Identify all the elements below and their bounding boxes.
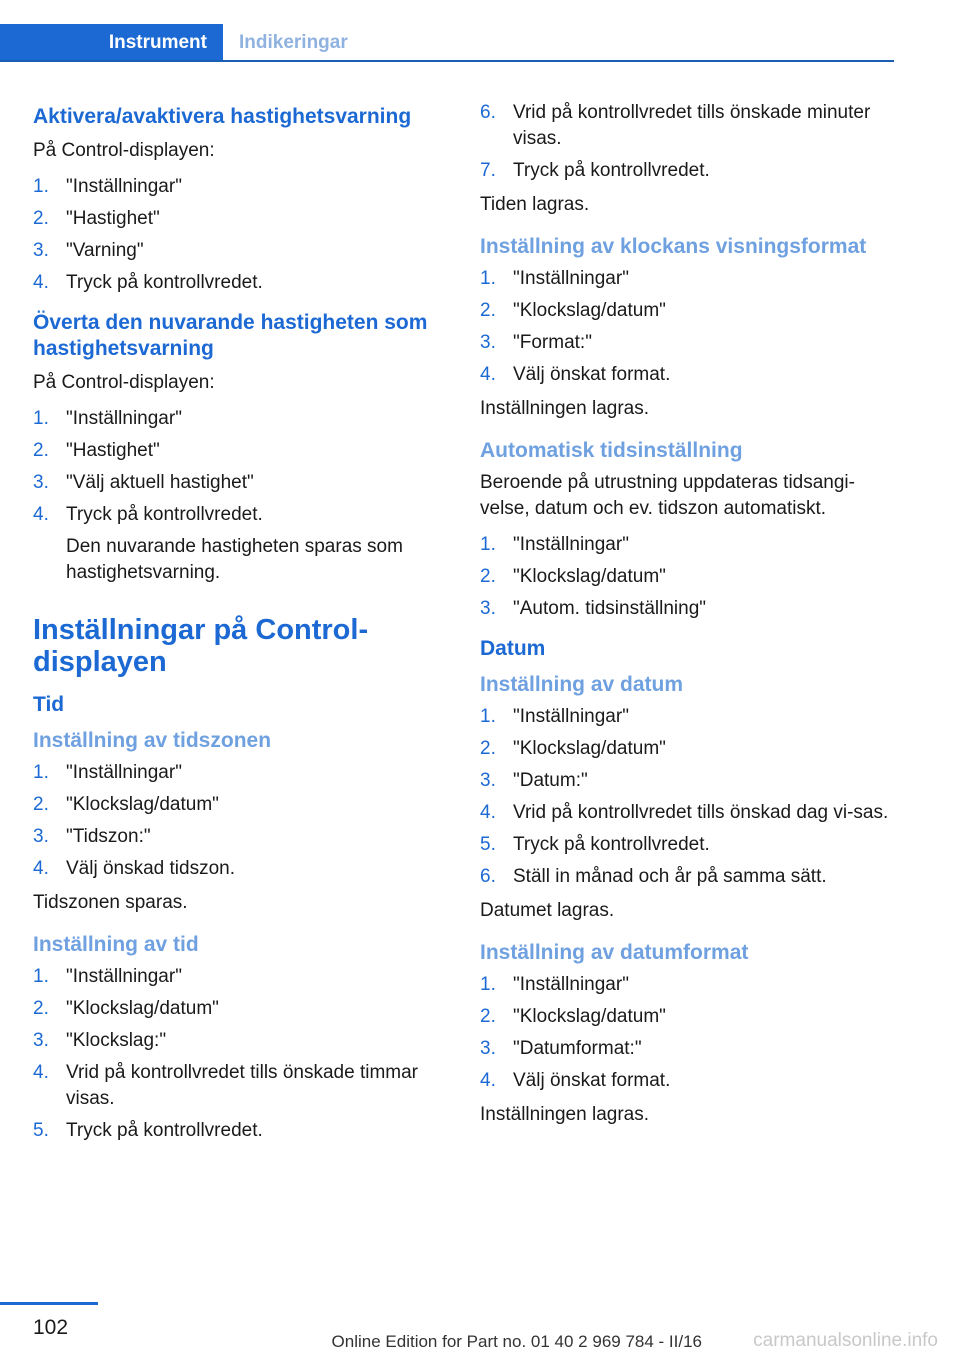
list-item: 6. Vrid på kontrollvredet tills önskade minuter visas.	[480, 102, 871, 149]
list-item: 3. "Datum:"	[480, 770, 588, 791]
list-item: 3. "Format:"	[480, 332, 592, 353]
list-item: 3. "Datumformat:"	[480, 1038, 642, 1059]
steps-list	[33, 760, 448, 882]
list-item: 5. Tryck på kontrollvredet.	[33, 1120, 263, 1141]
steps-list	[480, 266, 895, 388]
step-result: Tidszonen sparas.	[33, 892, 188, 913]
list-item: 7. Tryck på kontrollvredet.	[480, 160, 710, 181]
list-item: 5. Tryck på kontrollvredet.	[480, 834, 710, 855]
section-title: Inställning av klockans visningsformat	[480, 235, 867, 258]
list-item: 3. "Välj aktuell hastighet"	[33, 472, 254, 493]
list-item: 2. "Klockslag/datum"	[33, 998, 219, 1019]
section-title: Automatisk tidsinställning	[480, 439, 743, 462]
list-item: 1. "Inställningar"	[33, 408, 182, 429]
header-rule	[0, 60, 894, 62]
section-title: Överta den nuvarande hastigheten som hastighetsvarning	[33, 311, 428, 360]
section-intro: På Control-displayen:	[33, 372, 215, 393]
list-item: 2. "Klockslag/datum"	[480, 1006, 666, 1027]
section-title: Inställning av datum	[480, 673, 684, 696]
subchapter-title: Datum	[480, 637, 546, 660]
list-item: 3. "Varning"	[33, 240, 144, 261]
list-item: 4. Tryck på kontrollvredet.	[33, 504, 263, 525]
steps-list	[33, 174, 448, 296]
chapter-title: Inställningar på Control-displayen	[33, 614, 369, 678]
list-item: 1. "Inställningar"	[480, 706, 629, 727]
step-result: Tiden lagras.	[480, 194, 590, 215]
watermark: carmanualsonline.info	[753, 1330, 938, 1351]
footer-rule	[0, 1302, 98, 1305]
list-item: 2. "Klockslag/datum"	[480, 566, 666, 587]
step-result: Inställningen lagras.	[480, 398, 649, 419]
list-item: 4. Välj önskat format.	[480, 1070, 671, 1091]
list-item: 4. Tryck på kontrollvredet.	[33, 272, 263, 293]
list-item: 1. "Inställningar"	[33, 762, 182, 783]
list-item: 1. "Inställningar"	[480, 974, 629, 995]
steps-list	[480, 100, 895, 184]
list-item: 2. "Klockslag/datum"	[480, 300, 666, 321]
step-note: Den nuvarande hastigheten sparas som hastighetsvarning.	[66, 536, 403, 583]
step-result: Datumet lagras.	[480, 900, 615, 921]
tab-indikeringar[interactable]: Indikeringar	[239, 32, 348, 53]
list-item: 1. "Inställningar"	[480, 268, 629, 289]
steps-list	[480, 532, 895, 622]
list-item: 3. "Tidszon:"	[33, 826, 151, 847]
list-item: 1. "Inställningar"	[480, 534, 629, 555]
list-item: 2. "Klockslag/datum"	[33, 794, 219, 815]
list-item: 1. "Inställningar"	[33, 966, 182, 987]
section-intro: Beroende på utrustning uppdateras tidsangi-velse, datum och ev. tidszon automatiskt.	[480, 472, 855, 519]
section-title: Inställning av tidszonen	[33, 729, 272, 752]
list-item: 4. Välj önskad tidszon.	[33, 858, 235, 879]
list-item: 3. "Klockslag:"	[33, 1030, 167, 1051]
section-title: Inställning av tid	[33, 933, 199, 956]
steps-list	[33, 406, 448, 528]
list-item: 6. Ställ in månad och år på samma sätt.	[480, 866, 827, 887]
steps-list	[33, 964, 448, 1144]
list-item: 2. "Klockslag/datum"	[480, 738, 666, 759]
list-item: 4. Välj önskat format.	[480, 364, 671, 385]
list-item: 4. Vrid på kontrollvredet tills önskad dag vi-sas.	[480, 802, 889, 823]
list-item: 4. Vrid på kontrollvredet tills önskade timmar visas.	[33, 1062, 418, 1109]
section-title: Inställning av datumformat	[480, 941, 749, 964]
chapter-tabs	[0, 24, 894, 62]
right-column	[480, 100, 895, 1138]
list-item: 2. "Hastighet"	[33, 208, 160, 229]
subchapter-title: Tid	[33, 693, 65, 716]
tab-instrument[interactable]: Instrument	[0, 24, 223, 62]
list-item: 2. "Hastighet"	[33, 440, 160, 461]
page-number: 102	[33, 1316, 69, 1339]
steps-list	[480, 972, 895, 1094]
list-item: 3. "Autom. tidsinställning"	[480, 598, 707, 619]
section-intro: På Control-displayen:	[33, 140, 215, 161]
list-item: 1. "Inställningar"	[33, 176, 182, 197]
step-result: Inställningen lagras.	[480, 1104, 649, 1125]
section-title: Aktivera/avaktivera hastighetsvarning	[33, 105, 412, 128]
left-column	[33, 100, 448, 1152]
steps-list	[480, 704, 895, 890]
edition-note: Online Edition for Part no. 01 40 2 969 784 - II/16	[331, 1332, 702, 1351]
